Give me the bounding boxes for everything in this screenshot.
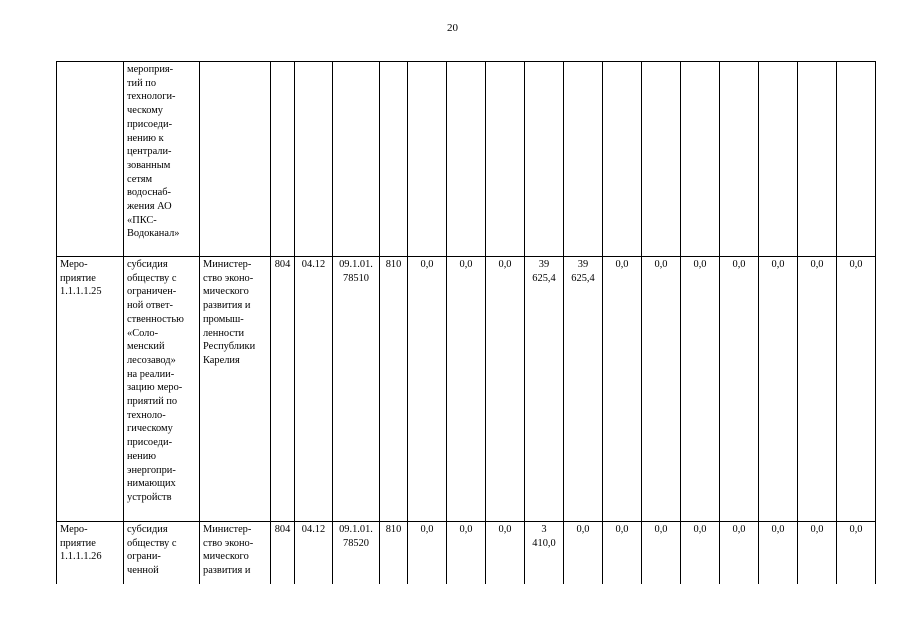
value-cell: 0,0: [720, 522, 759, 585]
budget-table: [56, 61, 876, 584]
value-cell: [720, 62, 759, 257]
grbs-cell: 804: [271, 522, 295, 585]
measure-name-cell: Меро- приятие 1.1.1.1.26: [57, 522, 124, 585]
table-row: [57, 62, 876, 257]
table-row: [57, 522, 876, 585]
value-cell: 0,0: [798, 522, 837, 585]
vr-cell: 810: [380, 257, 408, 522]
executor-cell: Министер- ство эконо- мического развития и промыш- ленности Республики Карелия: [200, 257, 271, 522]
value-cell: [486, 62, 525, 257]
value-cell: 0,0: [642, 257, 681, 522]
measure-description-cell: мероприя- тий по технологи- ческому присоеди- нению к централи- зованным сетям водоснаб- жения АО «ПКС- Водоканал»: [124, 62, 200, 257]
value-cell: 0,0: [798, 257, 837, 522]
value-cell: [837, 62, 876, 257]
value-cell: [408, 62, 447, 257]
value-cell: [447, 62, 486, 257]
csr-cell: [333, 62, 380, 257]
value-cell: 0,0: [603, 522, 642, 585]
value-cell: [798, 62, 837, 257]
value-cell: [759, 62, 798, 257]
grbs-cell: [271, 62, 295, 257]
value-cell: 0,0: [759, 522, 798, 585]
value-cell: 0,0: [447, 257, 486, 522]
vr-cell: [380, 62, 408, 257]
measure-name-cell: [57, 62, 124, 257]
value-cell: 0,0: [837, 522, 876, 585]
measure-description-cell: субсидия обществу с ограни- ченной: [124, 522, 200, 585]
value-cell: [564, 62, 603, 257]
vr-cell: 810: [380, 522, 408, 585]
value-cell: 0,0: [681, 257, 720, 522]
value-cell: 3 410,0: [525, 522, 564, 585]
value-cell: 0,0: [642, 522, 681, 585]
measure-name-cell: Меро- приятие 1.1.1.1.25: [57, 257, 124, 522]
rzpr-cell: 04.12: [295, 257, 333, 522]
value-cell: 0,0: [681, 522, 720, 585]
rzpr-cell: [295, 62, 333, 257]
value-cell: 0,0: [486, 522, 525, 585]
value-cell: 39 625,4: [525, 257, 564, 522]
executor-cell: Министер- ство эконо- мического развития и: [200, 522, 271, 585]
csr-cell: 09.1.01. 78510: [333, 257, 380, 522]
value-cell: 0,0: [408, 257, 447, 522]
value-cell: 0,0: [837, 257, 876, 522]
value-cell: [525, 62, 564, 257]
value-cell: 0,0: [603, 257, 642, 522]
value-cell: 0,0: [564, 522, 603, 585]
page-number: 20: [447, 22, 458, 34]
value-cell: 0,0: [447, 522, 486, 585]
value-cell: 0,0: [486, 257, 525, 522]
grbs-cell: 804: [271, 257, 295, 522]
csr-cell: 09.1.01. 78520: [333, 522, 380, 585]
value-cell: 39 625,4: [564, 257, 603, 522]
value-cell: [642, 62, 681, 257]
value-cell: 0,0: [759, 257, 798, 522]
executor-cell: [200, 62, 271, 257]
value-cell: 0,0: [408, 522, 447, 585]
measure-description-cell: субсидия обществу с ограничен- ной ответ- ственностью «Соло- менский лесозавод» на реалии- зацию меро- приятий по техноло- гическому присоеди- нению энергопри- нимающих устройств: [124, 257, 200, 522]
value-cell: 0,0: [720, 257, 759, 522]
rzpr-cell: 04.12: [295, 522, 333, 585]
table-row: [57, 257, 876, 522]
value-cell: [603, 62, 642, 257]
value-cell: [681, 62, 720, 257]
